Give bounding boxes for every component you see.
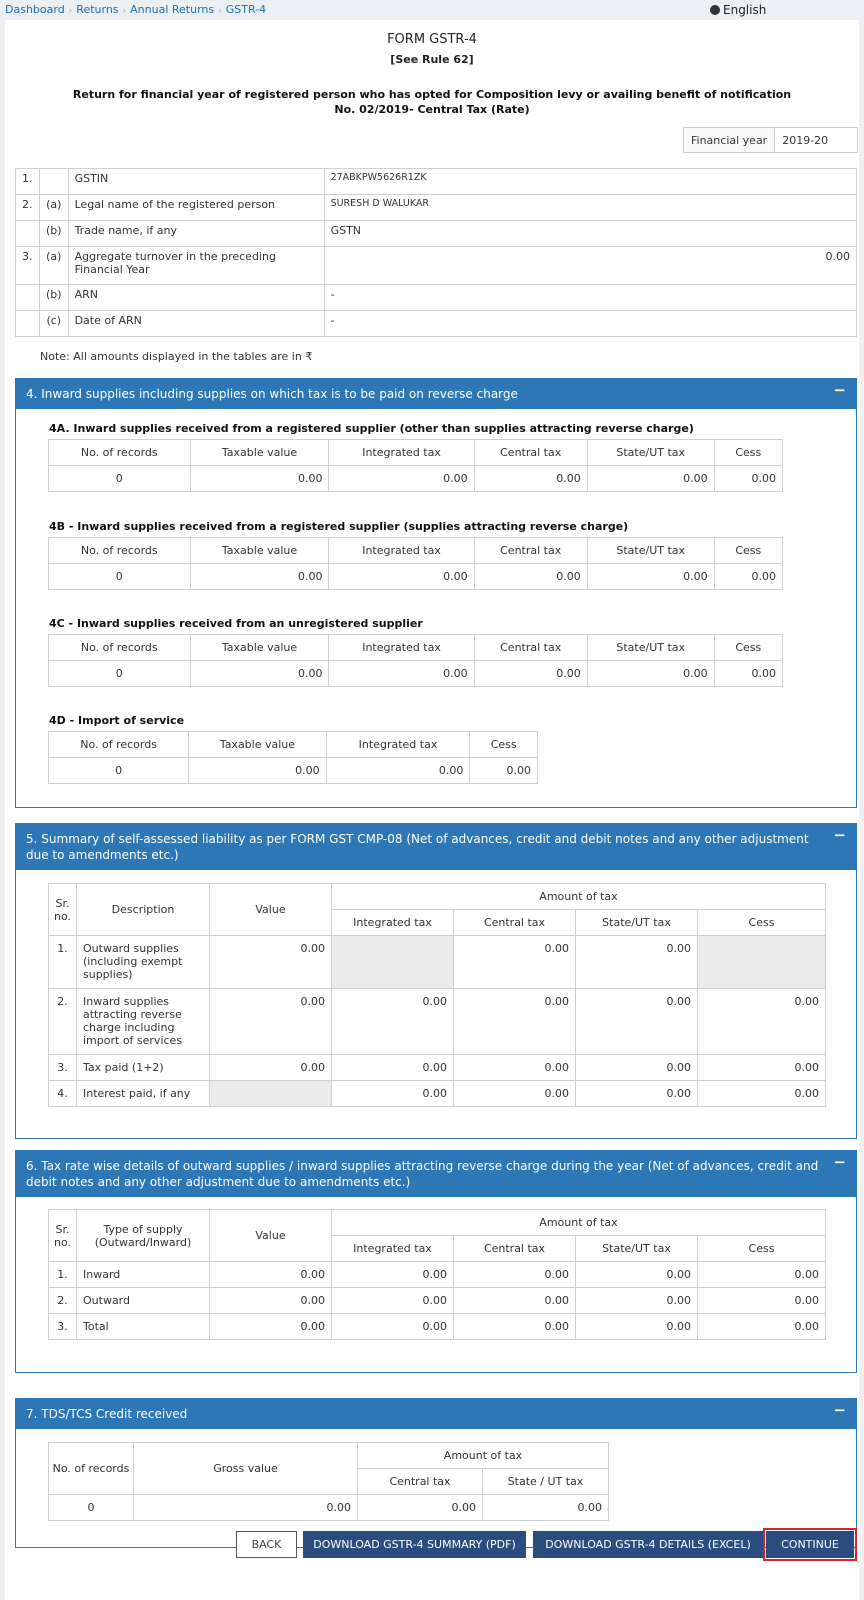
column-header: Integrated tax	[332, 1236, 454, 1262]
sr-cell: 1.	[49, 936, 77, 989]
turnover-value: 0.00	[324, 247, 856, 285]
value-cell: 0.00	[134, 1495, 358, 1521]
value-cell: 0.00	[587, 661, 714, 687]
row-number: 1.	[16, 169, 40, 195]
type-cell: Total	[77, 1314, 210, 1340]
value-cell: 0.00	[454, 1262, 576, 1288]
column-header: Integrated tax	[329, 635, 474, 661]
value-cell: 0.00	[576, 1081, 698, 1107]
column-header: Central tax	[474, 440, 587, 466]
column-header: Description	[77, 884, 210, 936]
disabled-cell	[332, 936, 454, 989]
description-cell: Outward supplies (including exempt supplies)	[77, 936, 210, 989]
arn-value: -	[324, 285, 856, 311]
back-button[interactable]: BACK	[236, 1531, 297, 1558]
section-5-panel	[15, 823, 857, 1139]
breadcrumb-dashboard[interactable]: Dashboard	[5, 3, 65, 16]
description-cell: Tax paid (1+2)	[77, 1055, 210, 1081]
column-header: Taxable value	[190, 635, 329, 661]
column-header: Integrated tax	[329, 440, 474, 466]
column-header: Central tax	[454, 1236, 576, 1262]
table-row	[49, 1081, 826, 1107]
value-cell: 0.00	[698, 1288, 826, 1314]
section-7-panel	[15, 1398, 857, 1548]
table-row	[16, 285, 857, 311]
section-5-title: 5. Summary of self-assessed liability as per FORM GST CMP-08 (Net of advances, credit and debit notes and any other adjustment due to amendments etc.)	[26, 832, 809, 862]
arn-date-value: -	[324, 311, 856, 337]
value-cell: 0.00	[332, 1314, 454, 1340]
sr-cell: 1.	[49, 1262, 77, 1288]
column-header: Central tax	[474, 635, 587, 661]
column-header: Sr. no.	[49, 1210, 77, 1262]
column-header: Taxable value	[189, 732, 327, 758]
collapse-icon[interactable]: −	[833, 1401, 846, 1419]
row-sub: (b)	[40, 221, 69, 247]
table-row	[49, 466, 783, 492]
section-4a-table	[48, 439, 783, 492]
value-cell: 0.00	[190, 564, 329, 590]
form-title: FORM GSTR-4	[387, 32, 477, 47]
section-4a-title: 4A. Inward supplies received from a registered supplier (other than supplies attracting reverse charge)	[49, 422, 694, 435]
value-cell: 0.00	[474, 564, 587, 590]
form-subtitle: Return for financial year of registered person who has opted for Composition levy or availing benefit of notification No. 02/2019- Central Tax (Rate)	[72, 88, 792, 116]
value-cell: 0.00	[483, 1495, 609, 1521]
amount-note: Note: All amounts displayed in the tables are in ₹	[40, 350, 313, 363]
column-header: Central tax	[454, 910, 576, 936]
breadcrumb-separator: ›	[122, 6, 127, 16]
column-header: State/UT tax	[587, 635, 714, 661]
value-cell: 0.00	[326, 758, 470, 784]
collapse-icon[interactable]: −	[833, 1153, 846, 1171]
column-header: State/UT tax	[587, 538, 714, 564]
section-5-table	[48, 883, 826, 1107]
value-cell: 0.00	[332, 1081, 454, 1107]
row-sub	[40, 169, 69, 195]
column-header: Gross value	[134, 1443, 358, 1495]
table-header-row	[49, 884, 826, 910]
row-number: 2.	[16, 195, 40, 221]
main-page	[5, 20, 859, 1600]
records-cell: 0	[49, 758, 189, 784]
row-sub: (a)	[40, 195, 69, 221]
value-cell: 0.00	[576, 1314, 698, 1340]
records-cell: 0	[49, 661, 191, 687]
section-6-title: 6. Tax rate wise details of outward supplies / inward supplies attracting reverse charge during the year (Net of advances, credit and debit notes and any other adjustment due to amendments etc.)	[26, 1159, 819, 1189]
value-cell: 0.00	[190, 661, 329, 687]
table-row	[49, 1262, 826, 1288]
table-header-row	[49, 635, 783, 661]
continue-button[interactable]: CONTINUE	[766, 1531, 854, 1558]
column-header: State/UT tax	[576, 1236, 698, 1262]
column-header: Cess	[714, 538, 782, 564]
value-cell: 0.00	[454, 989, 576, 1055]
section-4b-title: 4B - Inward supplies received from a registered supplier (supplies attracting reverse charge)	[49, 520, 629, 533]
breadcrumb-gstr4[interactable]: GSTR-4	[225, 3, 267, 16]
section-6-table	[48, 1209, 826, 1340]
column-header: Taxable value	[190, 440, 329, 466]
value-cell: 0.00	[329, 661, 474, 687]
section-4d-table	[48, 731, 538, 784]
sr-cell: 4.	[49, 1081, 77, 1107]
row-number	[16, 311, 40, 337]
column-header: Amount of tax	[358, 1443, 609, 1469]
value-cell: 0.00	[698, 989, 826, 1055]
detail-label: Trade name, if any	[68, 221, 324, 247]
financial-year-value: 2019-20	[782, 134, 829, 147]
table-header-row	[49, 732, 538, 758]
column-header: No. of records	[49, 635, 191, 661]
value-cell: 0.00	[698, 1055, 826, 1081]
section-6-header[interactable]	[16, 1151, 856, 1197]
row-sub: (a)	[40, 247, 69, 285]
section-4d-title: 4D - Import of service	[49, 714, 185, 727]
column-header: Cess	[714, 635, 782, 661]
value-cell: 0.00	[587, 466, 714, 492]
value-cell: 0.00	[474, 466, 587, 492]
section-6-panel	[15, 1150, 857, 1373]
value-cell: 0.00	[454, 936, 576, 989]
table-header-row	[49, 1443, 609, 1469]
value-cell: 0.00	[454, 1055, 576, 1081]
collapse-icon[interactable]: −	[833, 826, 846, 844]
section-4-header[interactable]	[16, 379, 856, 409]
table-row	[49, 989, 826, 1055]
column-header: Central tax	[358, 1469, 483, 1495]
value-cell: 0.00	[474, 661, 587, 687]
table-row	[16, 221, 857, 247]
row-sub: (b)	[40, 285, 69, 311]
form-rule: [See Rule 62]	[390, 53, 474, 66]
section-4b-table	[48, 537, 783, 590]
type-cell: Inward	[77, 1262, 210, 1288]
section-4-panel	[15, 378, 857, 808]
value-cell: 0.00	[698, 1262, 826, 1288]
column-header: No. of records	[49, 732, 189, 758]
column-header: Amount of tax	[332, 1210, 826, 1236]
sr-cell: 2.	[49, 989, 77, 1055]
value-cell: 0.00	[329, 564, 474, 590]
value-cell: 0.00	[332, 1288, 454, 1314]
section-4c-table	[48, 634, 783, 687]
breadcrumb-returns[interactable]: Returns	[76, 3, 119, 16]
column-header: State / UT tax	[483, 1469, 609, 1495]
detail-label: ARN	[68, 285, 324, 311]
column-header: No. of records	[49, 1443, 134, 1495]
sr-cell: 3.	[49, 1055, 77, 1081]
value-cell: 0.00	[210, 1262, 332, 1288]
download-pdf-button[interactable]: DOWNLOAD GSTR-4 SUMMARY (PDF)	[303, 1531, 526, 1558]
column-header: Integrated tax	[332, 910, 454, 936]
section-7-title: 7. TDS/TCS Credit received	[26, 1407, 188, 1421]
column-header: Taxable value	[190, 538, 329, 564]
value-cell: 0.00	[576, 989, 698, 1055]
value-cell: 0.00	[210, 936, 332, 989]
detail-label: Date of ARN	[68, 311, 324, 337]
description-cell: Inward supplies attracting reverse charge including import of services	[77, 989, 210, 1055]
section-5-header[interactable]	[16, 824, 856, 870]
column-header: Integrated tax	[326, 732, 470, 758]
table-row	[16, 169, 857, 195]
value-cell: 0.00	[714, 466, 782, 492]
trade-name-value: GSTN	[324, 221, 856, 247]
table-header-row	[49, 538, 783, 564]
value-cell: 0.00	[454, 1288, 576, 1314]
column-header: State/UT tax	[587, 440, 714, 466]
row-number	[16, 221, 40, 247]
value-cell: 0.00	[714, 564, 782, 590]
row-number: 3.	[16, 247, 40, 285]
value-cell: 0.00	[698, 1081, 826, 1107]
value-cell: 0.00	[210, 1288, 332, 1314]
column-header: No. of records	[49, 538, 191, 564]
value-cell: 0.00	[454, 1314, 576, 1340]
sr-cell: 2.	[49, 1288, 77, 1314]
row-sub: (c)	[40, 311, 69, 337]
column-header: Cess	[698, 910, 826, 936]
language-selector[interactable]	[710, 3, 766, 17]
disabled-cell	[210, 1081, 332, 1107]
column-header: Value	[210, 1210, 332, 1262]
value-cell: 0.00	[210, 989, 332, 1055]
value-cell: 0.00	[332, 1262, 454, 1288]
column-header: Central tax	[474, 538, 587, 564]
value-cell: 0.00	[189, 758, 327, 784]
disabled-cell	[698, 936, 826, 989]
column-header: Amount of tax	[332, 884, 826, 910]
value-cell: 0.00	[576, 936, 698, 989]
table-row	[49, 936, 826, 989]
value-cell: 0.00	[576, 1055, 698, 1081]
value-cell: 0.00	[358, 1495, 483, 1521]
column-header: Cess	[470, 732, 538, 758]
section-4-title: 4. Inward supplies including supplies on which tax is to be paid on reverse charge	[26, 387, 518, 401]
value-cell: 0.00	[210, 1055, 332, 1081]
value-cell: 0.00	[714, 661, 782, 687]
column-header: Sr. no.	[49, 884, 77, 936]
description-cell: Interest paid, if any	[77, 1081, 210, 1107]
column-header: State/UT tax	[576, 910, 698, 936]
globe-icon	[710, 5, 720, 15]
table-row	[49, 661, 783, 687]
value-cell: 0.00	[698, 1314, 826, 1340]
taxpayer-details-table	[15, 168, 857, 337]
gstin-value: 27ABKPW5626R1ZK	[324, 169, 856, 195]
column-header: Integrated tax	[329, 538, 474, 564]
breadcrumb-separator: ›	[218, 6, 222, 16]
table-row	[16, 195, 857, 221]
value-cell: 0.00	[332, 989, 454, 1055]
value-cell: 0.00	[576, 1288, 698, 1314]
financial-year-box	[683, 127, 858, 153]
records-cell: 0	[49, 1495, 134, 1521]
section-7-table	[48, 1442, 609, 1521]
detail-label: GSTIN	[68, 169, 324, 195]
financial-year-label: Financial year	[684, 128, 775, 152]
table-row	[16, 311, 857, 337]
table-row	[49, 1055, 826, 1081]
sr-cell: 3.	[49, 1314, 77, 1340]
breadcrumb-annual-returns[interactable]: Annual Returns	[130, 3, 215, 16]
legal-name-value: SURESH D WALUKAR	[324, 195, 856, 221]
row-number	[16, 285, 40, 311]
value-cell: 0.00	[210, 1314, 332, 1340]
type-cell: Outward	[77, 1288, 210, 1314]
value-cell: 0.00	[190, 466, 329, 492]
records-cell: 0	[49, 564, 191, 590]
records-cell: 0	[49, 466, 191, 492]
table-header-row	[49, 1210, 826, 1236]
value-cell: 0.00	[576, 1262, 698, 1288]
value-cell: 0.00	[470, 758, 538, 784]
value-cell: 0.00	[332, 1055, 454, 1081]
table-row	[49, 564, 783, 590]
column-header: No. of records	[49, 440, 191, 466]
breadcrumb-separator: ›	[68, 6, 73, 16]
table-row	[49, 1495, 609, 1521]
column-header: Value	[210, 884, 332, 936]
download-excel-button[interactable]: DOWNLOAD GSTR-4 DETAILS (EXCEL)	[533, 1531, 763, 1558]
section-7-header[interactable]	[16, 1399, 856, 1429]
value-cell: 0.00	[454, 1081, 576, 1107]
detail-label: Legal name of the registered person	[68, 195, 324, 221]
top-bar	[0, 0, 864, 20]
value-cell: 0.00	[587, 564, 714, 590]
language-label: English	[723, 3, 767, 17]
table-row	[16, 247, 857, 285]
table-row	[49, 758, 538, 784]
section-4c-title: 4C - Inward supplies received from an unregistered supplier	[49, 617, 423, 630]
table-row	[49, 1288, 826, 1314]
collapse-icon[interactable]: −	[833, 381, 846, 399]
table-row	[49, 1314, 826, 1340]
table-header-row	[49, 440, 783, 466]
breadcrumb	[5, 3, 266, 16]
detail-label: Aggregate turnover in the preceding Financial Year	[68, 247, 324, 285]
column-header: Cess	[698, 1236, 826, 1262]
column-header: Type of supply (Outward/Inward)	[77, 1210, 210, 1262]
value-cell: 0.00	[329, 466, 474, 492]
column-header: Cess	[714, 440, 782, 466]
